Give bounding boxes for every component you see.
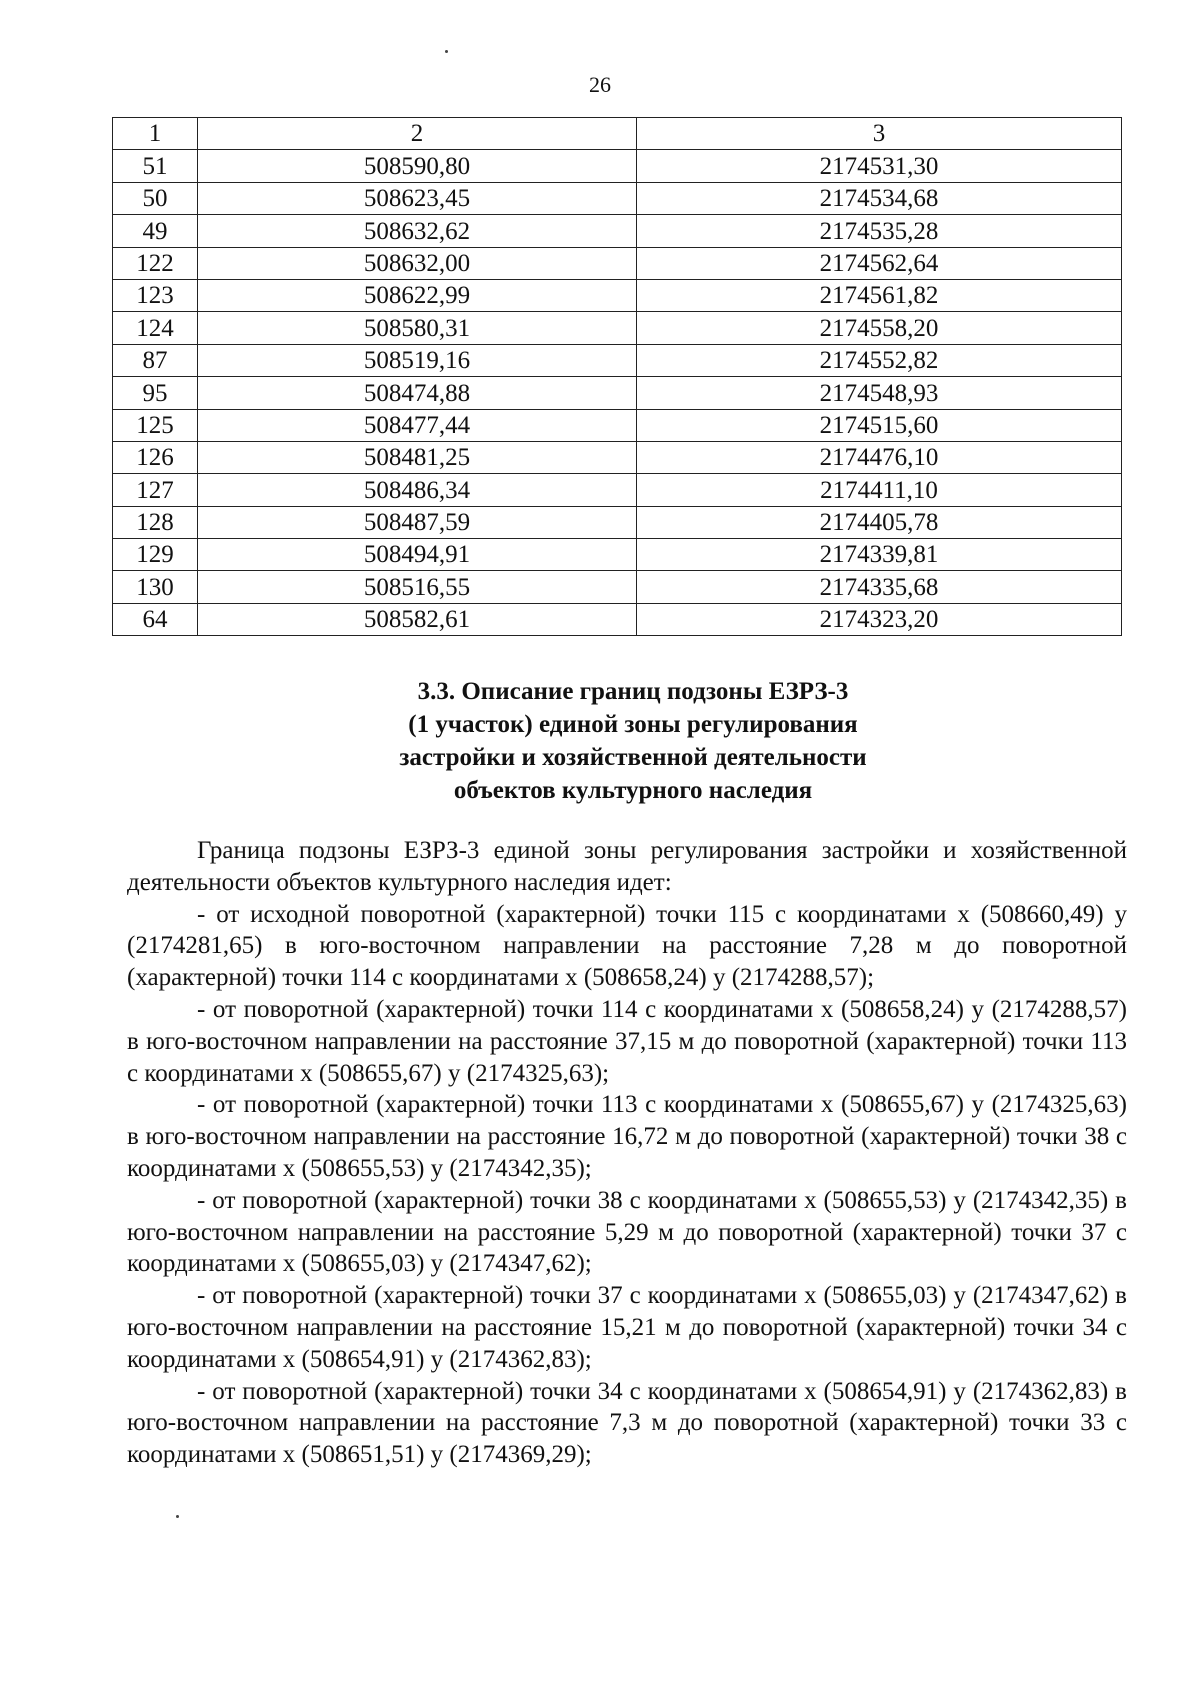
coordinates-table (112, 117, 1122, 636)
cell-y-coordinate: 2174561,82 (637, 279, 1122, 311)
boundary-segment-paragraph: - от поворотной (характерной) точки 113 с координатами x (508655,67) y (2174325,63) в юго-восточном направлении на расстояние 16,72 м до поворотной (характерной) точки 38 с координатами x (508655,53) y (2174342,35); (127, 1091, 1127, 1182)
cell-y-coordinate: 2174515,60 (637, 409, 1122, 441)
scan-speck (445, 50, 448, 53)
cell-point-number: 128 (113, 506, 198, 538)
cell-y-coordinate: 2174562,64 (637, 247, 1122, 279)
section-heading (0, 675, 1200, 807)
cell-point-number: 125 (113, 409, 198, 441)
cell-point-number: 123 (113, 279, 198, 311)
cell-point-number: 127 (113, 474, 198, 506)
column-header-x: 2 (198, 118, 637, 150)
column-header-point: 1 (113, 118, 198, 150)
column-header-y: 3 (637, 118, 1122, 150)
cell-y-coordinate: 2174476,10 (637, 441, 1122, 473)
cell-x-coordinate: 508486,34 (198, 474, 637, 506)
table-row (113, 150, 1122, 182)
heading-line: 3.3. Описание границ подзоны ЕЗРЗ-3 (417, 678, 849, 705)
cell-y-coordinate: 2174323,20 (637, 603, 1122, 635)
table-row (113, 344, 1122, 376)
cell-point-number: 126 (113, 441, 198, 473)
table-header-row (113, 118, 1122, 150)
heading-line: (1 участок) единой зоны регулирования (408, 711, 858, 738)
cell-x-coordinate: 508494,91 (198, 539, 637, 571)
boundary-segment-paragraph: - от поворотной (характерной) точки 37 с координатами x (508655,03) y (2174347,62) в юго-восточном направлении на расстояние 15,21 м до поворотной (характерной) точки 34 с координатами x (508654,91) y (2174362,83); (127, 1282, 1127, 1373)
cell-y-coordinate: 2174552,82 (637, 344, 1122, 376)
intro-paragraph: Граница подзоны ЕЗРЗ-3 единой зоны регулирования застройки и хозяйственной деятельности объектов культурного наследия идет: (127, 837, 1127, 896)
cell-x-coordinate: 508481,25 (198, 441, 637, 473)
cell-point-number: 87 (113, 344, 198, 376)
table-row (113, 603, 1122, 635)
cell-x-coordinate: 508632,62 (198, 215, 637, 247)
boundary-segment-paragraph: - от поворотной (характерной) точки 34 с координатами x (508654,91) y (2174362,83) в юго-восточном направлении на расстояние 7,3 м до поворотной (характерной) точки 33 с координатами x (508651,51) y (2174369,29); (127, 1377, 1127, 1469)
cell-point-number: 129 (113, 539, 198, 571)
cell-y-coordinate: 2174411,10 (637, 474, 1122, 506)
heading-line: застройки и хозяйственной деятельности (399, 744, 867, 771)
cell-point-number: 49 (113, 215, 198, 247)
cell-x-coordinate: 508622,99 (198, 279, 637, 311)
boundary-segment-paragraph: - от исходной поворотной (характерной) точки 115 с координатами x (508660,49) y (2174281,65) в юго-восточном направлении на расстояние 7,28 м до поворотной (характерной) точки 114 с координатами x (508658,24) y (2174288,57); (127, 900, 1127, 992)
cell-y-coordinate: 2174335,68 (637, 571, 1122, 603)
table-row (113, 474, 1122, 506)
cell-x-coordinate: 508590,80 (198, 150, 637, 182)
cell-y-coordinate: 2174535,28 (637, 215, 1122, 247)
cell-y-coordinate: 2174558,20 (637, 312, 1122, 344)
table-row (113, 441, 1122, 473)
table-row (113, 247, 1122, 279)
cell-point-number: 51 (113, 150, 198, 182)
page-number: 26 (589, 72, 611, 97)
cell-y-coordinate: 2174534,68 (637, 182, 1122, 214)
boundary-segment-paragraph: - от поворотной (характерной) точки 114 с координатами x (508658,24) y (2174288,57) в юго-восточном направлении на расстояние 37,15 м до поворотной (характерной) точки 113 с координатами x (508655,67) y (2174325,63); (127, 995, 1127, 1087)
table-row (113, 182, 1122, 214)
cell-y-coordinate: 2174548,93 (637, 377, 1122, 409)
cell-y-coordinate: 2174339,81 (637, 539, 1122, 571)
cell-x-coordinate: 508632,00 (198, 247, 637, 279)
cell-point-number: 64 (113, 603, 198, 635)
cell-x-coordinate: 508582,61 (198, 603, 637, 635)
table-row (113, 539, 1122, 571)
table-row (113, 215, 1122, 247)
scan-speck (176, 1515, 179, 1518)
cell-x-coordinate: 508477,44 (198, 409, 637, 441)
table-body (113, 150, 1122, 636)
table-row (113, 312, 1122, 344)
cell-y-coordinate: 2174405,78 (637, 506, 1122, 538)
cell-x-coordinate: 508519,16 (198, 344, 637, 376)
cell-x-coordinate: 508487,59 (198, 506, 637, 538)
cell-x-coordinate: 508580,31 (198, 312, 637, 344)
cell-point-number: 95 (113, 377, 198, 409)
cell-x-coordinate: 508623,45 (198, 182, 637, 214)
cell-y-coordinate: 2174531,30 (637, 150, 1122, 182)
boundary-description (127, 835, 1127, 1471)
boundary-segment-paragraph: - от поворотной (характерной) точки 38 с координатами x (508655,53) y (2174342,35) в юго-восточном направлении на расстояние 5,29 м до поворотной (характерной) точки 37 с координатами x (508655,03) y (2174347,62); (127, 1186, 1127, 1278)
cell-point-number: 130 (113, 571, 198, 603)
table-row (113, 571, 1122, 603)
table-row (113, 409, 1122, 441)
heading-line: объектов культурного наследия (453, 777, 813, 804)
cell-point-number: 50 (113, 182, 198, 214)
table-row (113, 506, 1122, 538)
cell-x-coordinate: 508516,55 (198, 571, 637, 603)
cell-point-number: 124 (113, 312, 198, 344)
table-row (113, 279, 1122, 311)
table-row (113, 377, 1122, 409)
cell-point-number: 122 (113, 247, 198, 279)
cell-x-coordinate: 508474,88 (198, 377, 637, 409)
